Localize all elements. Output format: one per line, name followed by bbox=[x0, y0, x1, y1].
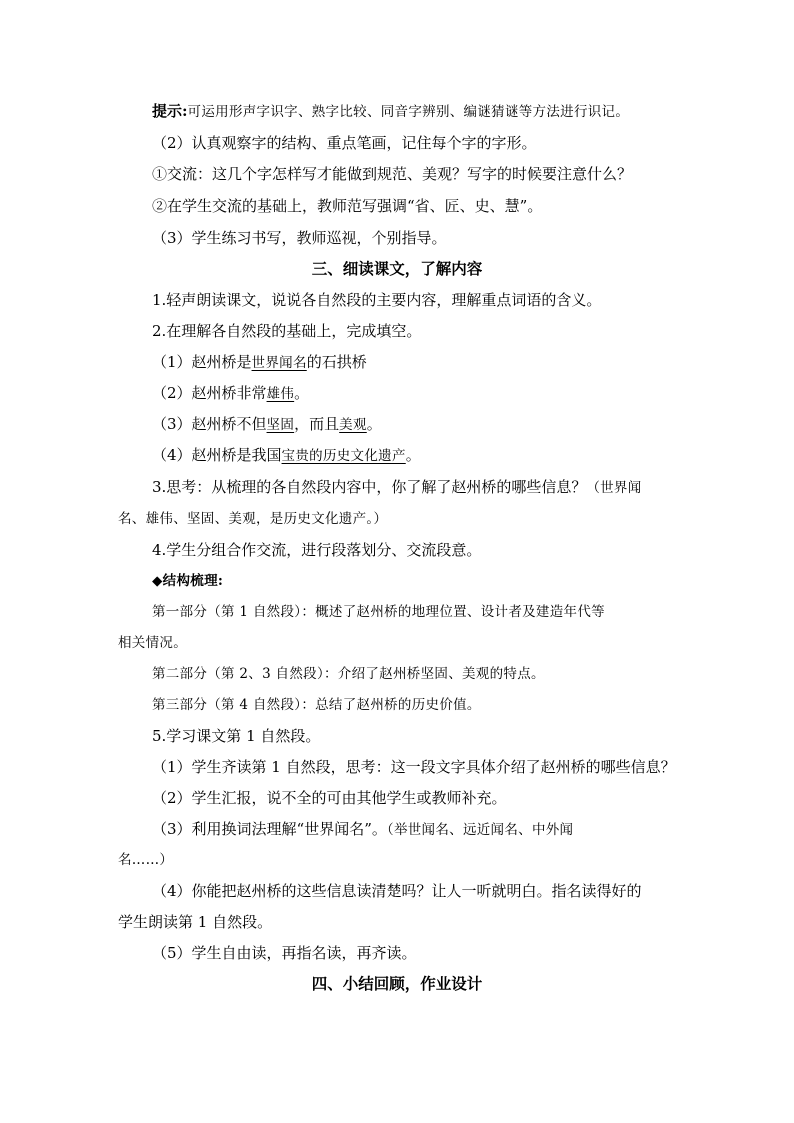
fill-2 bbox=[152, 383, 309, 404]
fill-4-post: 。 bbox=[405, 446, 421, 464]
point-1: 1.轻声朗读课文，说说各自然段的主要内容，理解重点词语的含义。 bbox=[152, 291, 602, 309]
structure-heading: ◆结构梳理: bbox=[152, 573, 224, 589]
point-3 bbox=[152, 477, 642, 498]
sub-3 bbox=[152, 819, 573, 840]
fill-1-pre: （1）赵州桥是 bbox=[152, 353, 252, 371]
point-4: 4.学生分组合作交流，进行段落划分、交流段意。 bbox=[152, 541, 482, 559]
fill-3-mid: ，而且 bbox=[294, 415, 340, 433]
sub-4-cont: 学生朗读第 1 自然段。 bbox=[118, 913, 273, 931]
part-2: 第二部分（第 2、3 自然段）：介绍了赵州桥坚固、美观的特点。 bbox=[152, 666, 545, 682]
fill-1 bbox=[152, 352, 367, 373]
fill-3-answer-2: 美观 bbox=[339, 417, 367, 433]
section-heading-3: 三、细读课文，了解内容 bbox=[311, 259, 483, 278]
fill-4-answer: 宝贵的历史文化遗产 bbox=[281, 448, 406, 464]
fill-3 bbox=[152, 414, 382, 435]
point-3-answer-cont: 名、雄伟、坚固、美观，是历史文化遗产。） bbox=[118, 511, 388, 527]
step-2-exchange: ①交流：这几个字怎样写才能做到规范、美观？写字的时候要注意什么？ bbox=[152, 165, 633, 183]
fill-3-answer-1: 坚固 bbox=[266, 417, 295, 433]
fill-4 bbox=[152, 445, 421, 466]
point-3-question: 3.思考：从梳理的各自然段内容中，你了解了赵州桥的哪些信息？ bbox=[152, 478, 587, 496]
sub-3-answer: （举世闻名、远近闻名、中外闻 bbox=[386, 822, 574, 838]
part-1-cont: 相关情况。 bbox=[118, 635, 187, 651]
step-3: （3）学生练习书写，教师巡视，个别指导。 bbox=[152, 229, 447, 247]
fill-2-post: 。 bbox=[294, 384, 310, 402]
sub-3-text: （3）利用换词法理解“世界闻名”。 bbox=[152, 820, 387, 838]
point-3-answer: （世界闻 bbox=[586, 480, 642, 496]
point-5: 5.学习课文第 1 自然段。 bbox=[152, 727, 321, 745]
step-2-demo: ②在学生交流的基础上，教师范写强调“省、匠、史、慧”。 bbox=[152, 197, 543, 215]
fill-1-answer: 世界闻名 bbox=[251, 355, 307, 371]
fill-2-answer: 雄伟 bbox=[266, 386, 295, 402]
sub-5: （5）学生自由读，再指名读，再齐读。 bbox=[152, 944, 417, 962]
step-2: （2）认真观察字的结构、重点笔画，记住每个字的字形。 bbox=[152, 134, 537, 152]
tip-text: 可运用形声字识字、熟字比较、同音字辨别、编谜猜谜等方法进行识记。 bbox=[187, 104, 630, 120]
fill-4-pre: （4）赵州桥是我国 bbox=[152, 446, 282, 464]
tip-label: 提示: bbox=[152, 102, 188, 120]
sub-1: （1）学生齐读第 1 自然段，思考：这一段文字具体介绍了赵州桥的哪些信息？ bbox=[152, 758, 676, 776]
fill-2-pre: （2）赵州桥非常 bbox=[152, 384, 267, 402]
fill-3-post: 。 bbox=[366, 415, 382, 433]
fill-3-pre: （3）赵州桥不但 bbox=[152, 415, 267, 433]
point-2: 2.在理解各自然段的基础上，完成填空。 bbox=[152, 322, 422, 340]
sub-2: （2）学生汇报，说不全的可由其他学生或教师补充。 bbox=[152, 789, 507, 807]
sub-4: （4）你能把赵州桥的这些信息读清楚吗？让人一听就明白。指名读得好的 bbox=[152, 882, 642, 900]
section-heading-4: 四、小结回顾，作业设计 bbox=[311, 974, 483, 993]
tip-line bbox=[152, 101, 629, 122]
part-1: 第一部分（第 1 自然段）：概述了赵州桥的地理位置、设计者及建造年代等 bbox=[152, 604, 605, 620]
part-3: 第三部分（第 4 自然段）：总结了赵州桥的历史价值。 bbox=[152, 697, 481, 713]
sub-3-answer-cont: 名……） bbox=[118, 852, 174, 868]
fill-1-post: 的石拱桥 bbox=[306, 353, 367, 371]
